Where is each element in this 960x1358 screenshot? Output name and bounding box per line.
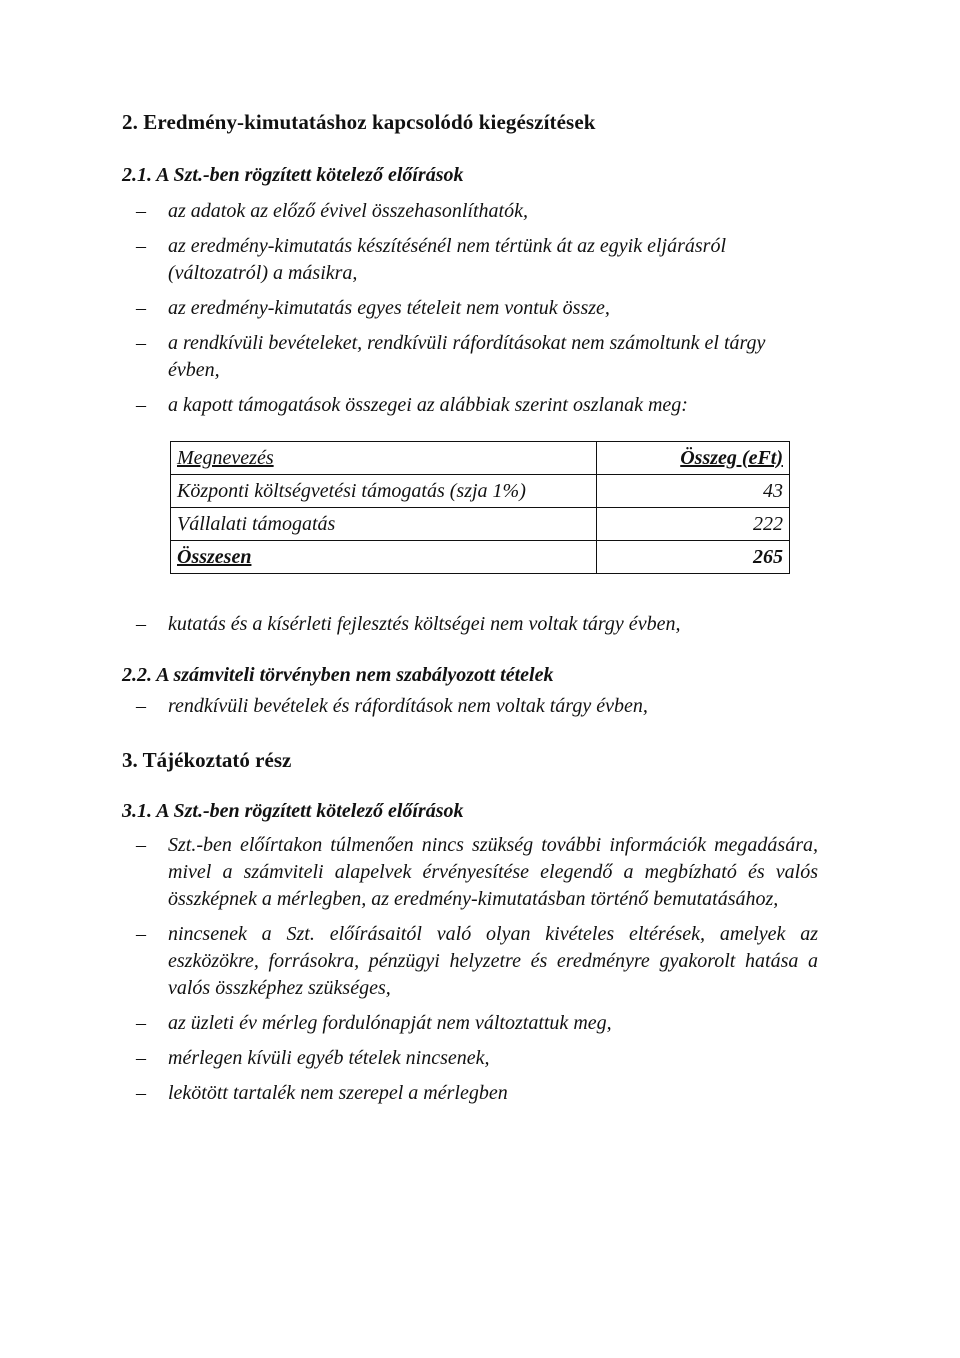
list-item: – lekötött tartalék nem szerepel a mérlegben <box>168 1080 818 1107</box>
section-2-1-heading: 2.1. A Szt.-ben rögzített kötelező előírások <box>122 164 464 186</box>
list-item: – nincsenek a Szt. előírásaitól való olyan kivételes eltérések, amelyek az eszközökre, forrásokra, pénzügyi helyzetre és eredményre gyakorolt hatása a valós összképhez szükséges, <box>168 921 818 1002</box>
list-item: – az eredmény-kimutatás készítésénél nem tértünk át az egyik eljárásról (változatról) a másikra, <box>168 233 818 287</box>
grants-table <box>170 441 790 574</box>
section-3-1-list <box>168 832 818 1115</box>
list-item: – mérlegen kívüli egyéb tételek nincsenek, <box>168 1045 818 1072</box>
table-header-row <box>171 442 790 475</box>
section-3-heading: 3. Tájékoztató rész <box>122 748 292 772</box>
list-item: – az eredmény-kimutatás egyes tételeit nem vontuk össze, <box>168 295 818 322</box>
table-header-amount: Összeg (eFt) <box>597 442 790 475</box>
table-cell-name: Vállalati támogatás <box>171 508 597 541</box>
list-item: – rendkívüli bevételek és ráfordítások nem voltak tárgy évben, <box>168 693 818 720</box>
list-item: – az adatok az előző évivel összehasonlíthatók, <box>168 198 818 225</box>
table-row <box>171 508 790 541</box>
list-item: – a kapott támogatások összegei az alábbiak szerint oszlanak meg: <box>168 392 818 419</box>
list-item: – az üzleti év mérleg fordulónapját nem változtattuk meg, <box>168 1010 818 1037</box>
section-2-1-after-list <box>168 611 818 646</box>
list-item: – kutatás és a kísérleti fejlesztés költségei nem voltak tárgy évben, <box>168 611 818 638</box>
section-2-2-heading: 2.2. A számviteli törvényben nem szabályozott tételek <box>122 664 554 686</box>
table-total-amount: 265 <box>597 541 790 574</box>
table-header-name: Megnevezés <box>171 442 597 475</box>
section-2-1-list <box>168 198 818 427</box>
section-2-2-list <box>168 693 818 728</box>
table-total-row <box>171 541 790 574</box>
table-cell-amount: 43 <box>597 475 790 508</box>
table-cell-name: Központi költségvetési támogatás (szja 1%) <box>171 475 597 508</box>
list-item: – a rendkívüli bevételeket, rendkívüli ráfordításokat nem számoltunk el tárgy évben, <box>168 330 818 384</box>
table-cell-amount: 222 <box>597 508 790 541</box>
table-total-label: Összesen <box>171 541 597 574</box>
list-item: – Szt.-ben előírtakon túlmenően nincs szükség további információk megadására, mivel a számviteli alapelvek érvényesítése elegendő a megbízható és valós összképnek a mérlegben, az eredmény-kimutatásban történő bemutatásához, <box>168 832 818 913</box>
section-2-heading: 2. Eredmény-kimutatáshoz kapcsolódó kiegészítések <box>122 110 596 134</box>
section-3-1-heading: 3.1. A Szt.-ben rögzített kötelező előírások <box>122 800 464 822</box>
table-row <box>171 475 790 508</box>
